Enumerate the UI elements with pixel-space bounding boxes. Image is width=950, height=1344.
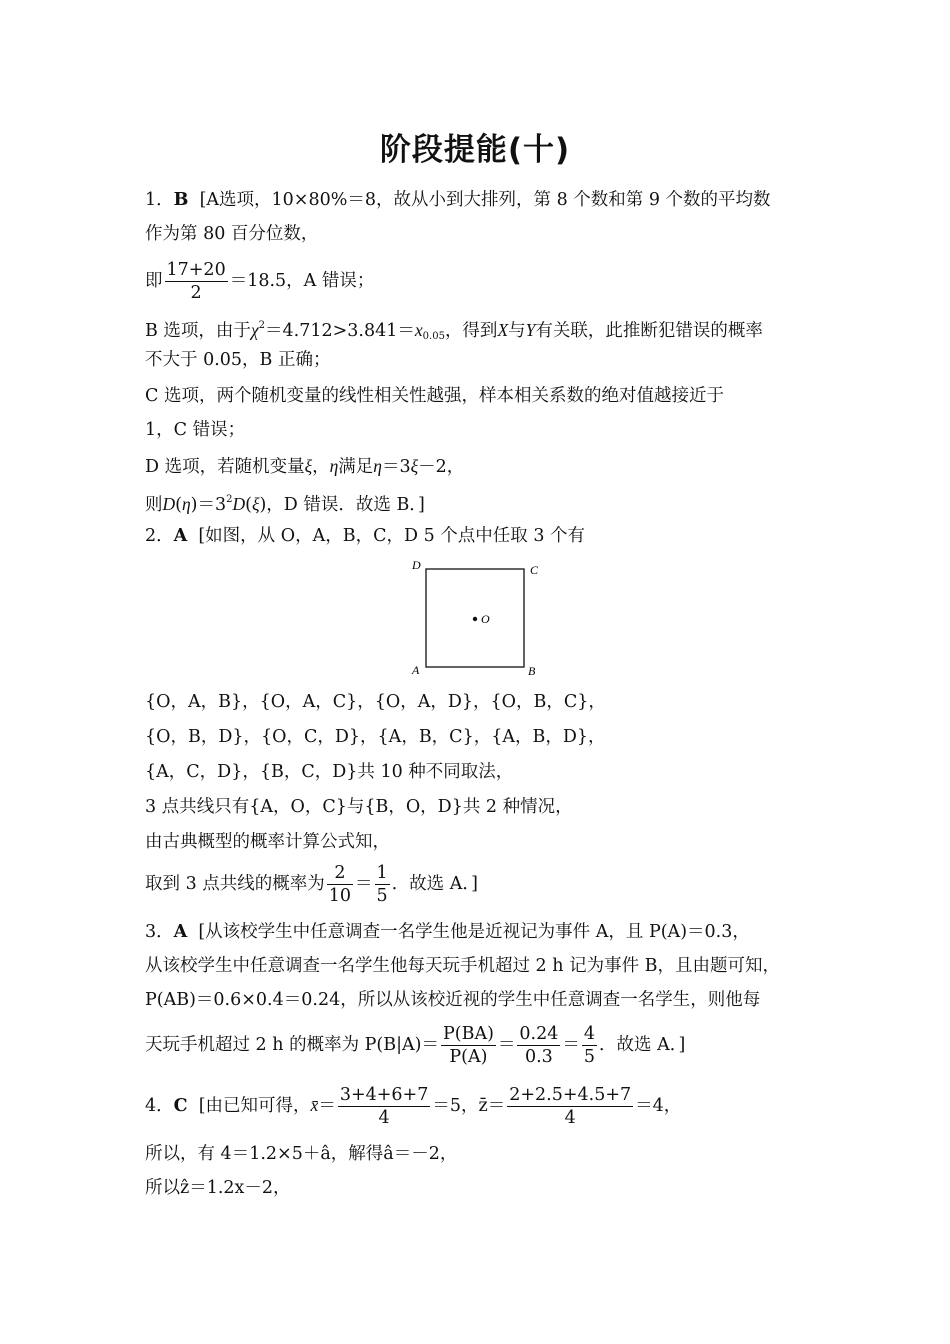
q2-sets-3: {A，C，D}，{B，C，D}共 10 种不同取法， (145, 762, 514, 782)
q1-l3-pre: 即 (145, 271, 163, 291)
q1-text-1: [A选项，10×80%＝8，故从小到大排列，第 8 个数和第 9 个数的平均数 (199, 190, 771, 210)
q1-frac-den: 2 (190, 283, 202, 303)
q1-line-6: C 选项，两个随机变量的线性相关性越强，样本相关系数的绝对值越接近于 (145, 386, 724, 406)
q1-l8-b: ， (312, 457, 330, 477)
q1-l9-d: ( (245, 495, 252, 515)
x-bar-symbol: x̄ (310, 1095, 319, 1115)
q3-line-3: P(AB)＝0.6×0.4＝0.24，所以从该校近视的学生中任意调查一名学生，则他每 (145, 990, 761, 1010)
q1-l8-a: D 选项，若随机变量 (145, 457, 305, 477)
q1-line-8 (145, 454, 464, 479)
label-D: D (412, 558, 421, 572)
q3-f3-num: 4 (583, 1024, 596, 1044)
X-symbol: X (497, 320, 509, 340)
q1-frac-num: 17+20 (166, 260, 226, 280)
q3-line-4 (145, 1018, 685, 1072)
label-C: C (530, 563, 539, 577)
q1-answer: B (173, 190, 189, 210)
label-A: A (412, 663, 420, 677)
q2-sets-1: {O，A，B}，{O，A，C}，{O，A，D}，{O，B，C}， (145, 692, 606, 712)
x-symbol: x (414, 320, 423, 340)
q1-line-4 (145, 314, 763, 349)
q3-f2-den: 0.3 (524, 1047, 553, 1067)
q1-line-1 (145, 188, 771, 212)
q2-line-1 (145, 524, 585, 548)
q1-l8-e: －2， (418, 457, 465, 477)
q4-fraction-2 (507, 1084, 633, 1129)
eta-symbol-2: η (373, 456, 382, 476)
q1-line-5: 不大于 0.05，B 正确； (145, 350, 331, 370)
q1-l8-c: 满足 (338, 457, 374, 477)
z-bar-symbol: z̄ (478, 1096, 488, 1116)
Y-symbol: Y (525, 320, 536, 340)
q4-f2-num: 2+2.5+4.5+7 (509, 1085, 632, 1105)
q2-line-collinear: 3 点共线只有{A，O，C}与{B，O，D}共 2 种情况， (145, 797, 573, 817)
q3-number: 3． (145, 922, 174, 942)
q1-l3-post: ＝18.5，A 错误； (229, 271, 375, 291)
x-sub: 0.05 (422, 331, 445, 342)
q4-eq-2: ＝ (487, 1096, 506, 1116)
eta-symbol-3: η (181, 494, 191, 514)
q3-f1-num: P(BA) (442, 1024, 494, 1044)
q2-line-prob (145, 857, 478, 911)
q2-line-formula: 由古典概型的概率计算公式知， (145, 832, 390, 852)
xi-symbol: ξ (304, 456, 313, 476)
q1-number: 1． (145, 190, 174, 210)
q3-l4-pre: 天玩手机超过 2 h 的概率为 P(B|A)＝ (145, 1035, 439, 1055)
q1-l9-e: )，D 错误．故选 B．] (259, 495, 425, 515)
page-title: 阶段提能(十) (379, 132, 571, 168)
q1-fraction (165, 259, 228, 304)
q3-eq-2: ＝ (562, 1035, 580, 1055)
square-diagram (400, 553, 560, 683)
q3-f3-den: 5 (583, 1047, 596, 1067)
q3-f1-den: P(A) (449, 1047, 488, 1067)
q2-answer: A (173, 526, 188, 546)
q3-fraction-3 (582, 1023, 597, 1068)
q3-eq-1: ＝ (497, 1035, 516, 1055)
q1-l9-a: 则 (145, 495, 163, 515)
q2-sets-2: {O，B，D}，{O，C，D}，{A，B，C}，{A，B，D}， (145, 727, 606, 747)
q1-line-2: 作为第 80 百分位数， (145, 224, 319, 244)
q4-answer: C (173, 1096, 188, 1116)
q3-line-2: 从该校学生中任意调查一名学生他每天玩手机超过 2 h 记为事件 B，且由题可知， (145, 956, 781, 976)
q4-eq-1: ＝ (318, 1096, 336, 1116)
q3-l4-post: ．故选 A．] (599, 1035, 686, 1055)
center-point (473, 617, 477, 621)
q1-l4-a: B 选项，由于 (145, 321, 251, 341)
q2-number: 2． (145, 526, 174, 546)
q4-l1-mid: ＝5， (432, 1096, 479, 1116)
q4-l1-pre: [由已知可得， (198, 1096, 311, 1116)
q1-line-7: 1，C 错误； (145, 420, 246, 440)
q4-l1-post: ＝4， (635, 1096, 682, 1116)
q3-f2-num: 0.24 (519, 1024, 559, 1044)
q1-l4-b: ＝4.712>3.841＝ (265, 321, 415, 341)
chi-symbol: χ (250, 320, 259, 340)
q4-fraction-1 (338, 1084, 431, 1129)
q2-f1-num: 2 (327, 862, 353, 885)
q1-l4-e: 有关联，此推断犯错误的概率 (535, 321, 763, 341)
q3-line-1 (145, 920, 750, 944)
power-sup: 2 (226, 494, 233, 505)
xi-symbol-3: ξ (251, 494, 260, 514)
q2-f2-den: 5 (376, 886, 388, 906)
eta-symbol: η (329, 456, 339, 476)
q4-line-1 (145, 1078, 681, 1133)
q3-fraction-2 (517, 1023, 560, 1068)
q3-answer: A (173, 922, 188, 942)
q1-line-9 (145, 488, 425, 517)
q4-number: 4． (145, 1096, 174, 1116)
D-symbol: D (162, 494, 176, 514)
q2-s6-mid: ＝ (355, 874, 373, 894)
q4-line-2: 所以，有 4＝1.2×5＋â，解得â＝－2， (145, 1144, 458, 1164)
q2-f2-num: 1 (376, 863, 388, 883)
D-symbol-2: D (232, 494, 246, 514)
q2-intro: [如图，从 O，A，B，C，D 5 个点中任取 3 个有 (198, 526, 586, 546)
q4-line-3: 所以ẑ＝1.2x－2， (145, 1178, 291, 1198)
q1-line-3 (145, 254, 374, 308)
q2-s6-pre: 取到 3 点共线的概率为 (145, 874, 325, 894)
q4-f1-num: 3+4+6+7 (339, 1085, 429, 1105)
q1-l9-c: )＝3 (190, 495, 227, 515)
q1-l4-c: ，得到 (444, 321, 498, 341)
xi-symbol-2: ξ (410, 456, 419, 476)
q3-fraction-1 (441, 1023, 496, 1068)
label-B: B (528, 664, 536, 678)
q1-l9-b: ( (175, 495, 182, 515)
q3-text-1: [从该校学生中任意调查一名学生他是近视记为事件 A，且 P(A)＝0.3， (198, 922, 750, 942)
q2-s6-post: ．故选 A．] (391, 874, 478, 894)
q1-l8-d: ＝3 (381, 457, 411, 477)
q2-fraction-2 (375, 862, 390, 907)
q4-f1-den: 4 (378, 1108, 390, 1128)
q2-fraction-1 (327, 862, 353, 907)
q4-f2-den: 4 (564, 1108, 576, 1128)
chi-sup: 2 (258, 320, 266, 331)
q1-l4-d: 与 (508, 321, 526, 341)
q2-f1-den: 10 (328, 886, 352, 906)
label-O: O (481, 612, 490, 626)
